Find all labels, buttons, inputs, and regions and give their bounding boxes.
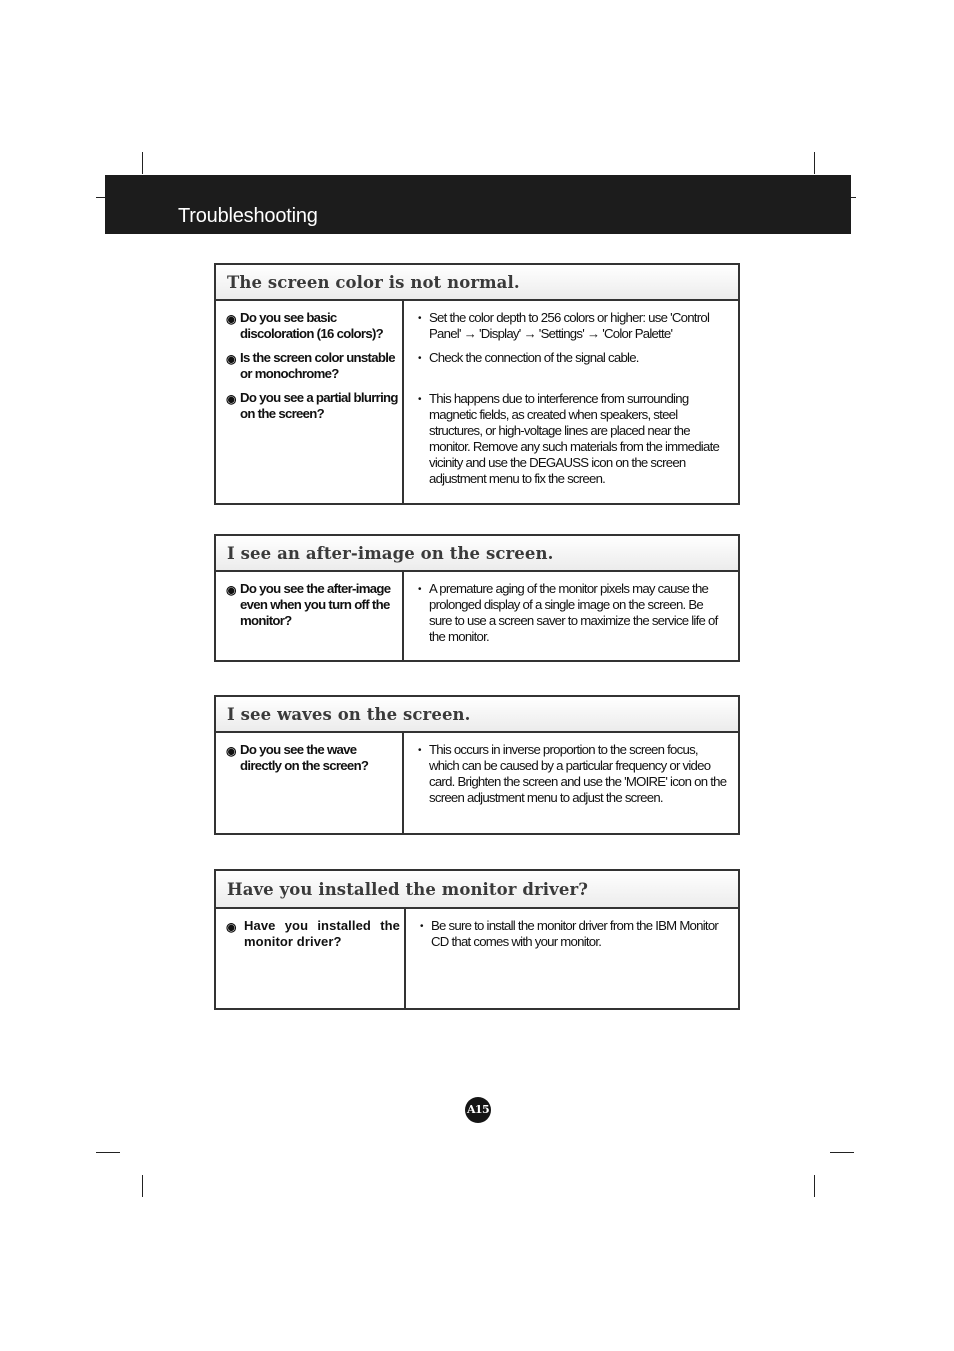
radio-bullet-icon: ◉ [226, 392, 236, 406]
radio-bullet-icon: ◉ [226, 744, 236, 758]
bullet-dot-icon: • [420, 921, 423, 932]
crop-mark-bottom-left [142, 1175, 143, 1197]
question-item: ◉ Do you see the after-image even when you turn off the monitor? [226, 581, 391, 628]
crop-mark-bottom-left-h [96, 1152, 120, 1153]
bullet-dot-icon: • [418, 313, 421, 324]
question-item: ◉ Have you installed the monitor driver? [226, 918, 400, 949]
bullet-dot-icon: • [418, 745, 421, 756]
page-title: Troubleshooting [178, 205, 318, 227]
section-header [216, 871, 738, 909]
question-item: ◉ Is the screen color unstable or monochrome? [226, 350, 395, 381]
section-body [216, 572, 738, 660]
section-color-not-normal [214, 263, 740, 505]
radio-bullet-icon: ◉ [226, 583, 236, 597]
answer-item: • This occurs in inverse proportion to the screen focus, which can be caused by a particular frequency or video card. Brighten the screen and use the 'MOIRE' icon on the screen adjustment menu to adjust the screen. [418, 742, 727, 805]
section-monitor-driver [214, 869, 740, 1010]
answer-item: • This happens due to interference from surrounding magnetic fields, as created when speakers, steel structures, or high-voltage lines are placed near the monitor. Remove any such materials from the immediate vicinity and use the DEGAUSS icon on the screen adjustment menu to fix the screen. [418, 391, 720, 486]
section-body [216, 909, 738, 1008]
crop-mark-top-right [814, 152, 815, 174]
questions-column [216, 909, 406, 1008]
radio-bullet-icon: ◉ [226, 352, 236, 366]
section-title: Have you installed the monitor driver? [227, 879, 589, 899]
page-number-badge: A15 [465, 1097, 491, 1123]
bullet-dot-icon: • [418, 394, 421, 405]
bullet-dot-icon: • [418, 584, 421, 595]
crop-mark-top-left [142, 152, 143, 174]
section-header [216, 536, 738, 572]
section-header [216, 265, 738, 301]
radio-bullet-icon: ◉ [226, 312, 236, 326]
crop-mark-bottom-right-h [830, 1152, 854, 1153]
answer-item: • Check the connection of the signal cable. [418, 350, 639, 365]
answer-item: • A premature aging of the monitor pixels may cause the prolonged display of a single image on the screen. Be sure to use a screen saver to maximize the service life of the monitor. [418, 581, 718, 644]
answer-item: • Set the color depth to 256 colors or higher: use 'Control Panel' → 'Display' → 'Settings' → 'Color Palette' [418, 310, 710, 341]
crop-mark-bottom-right [814, 1175, 815, 1197]
answer-item: • Be sure to install the monitor driver from the IBM Monitor CD that comes with your monitor. [420, 918, 719, 949]
questions-column [216, 572, 404, 660]
bullet-dot-icon: • [418, 353, 421, 364]
section-title: I see waves on the screen. [227, 704, 471, 724]
section-title: The screen color is not normal. [227, 272, 520, 292]
answers-column [404, 301, 738, 503]
section-header [216, 697, 738, 733]
section-body [216, 733, 738, 833]
section-after-image [214, 534, 740, 662]
questions-column [216, 733, 404, 833]
section-waves [214, 695, 740, 835]
answers-column [404, 733, 738, 833]
question-item: ◉ Do you see the wave directly on the screen? [226, 742, 369, 773]
section-title: I see an after-image on the screen. [227, 543, 554, 563]
section-body [216, 301, 738, 503]
question-item: ◉ Do you see a partial blurring on the screen? [226, 390, 398, 421]
answers-column [406, 909, 738, 1008]
answers-column [404, 572, 738, 660]
header-bar [105, 175, 851, 234]
radio-bullet-icon: ◉ [226, 920, 237, 934]
question-item: ◉ Do you see basic discoloration (16 colors)? [226, 310, 384, 341]
questions-column [216, 301, 404, 503]
